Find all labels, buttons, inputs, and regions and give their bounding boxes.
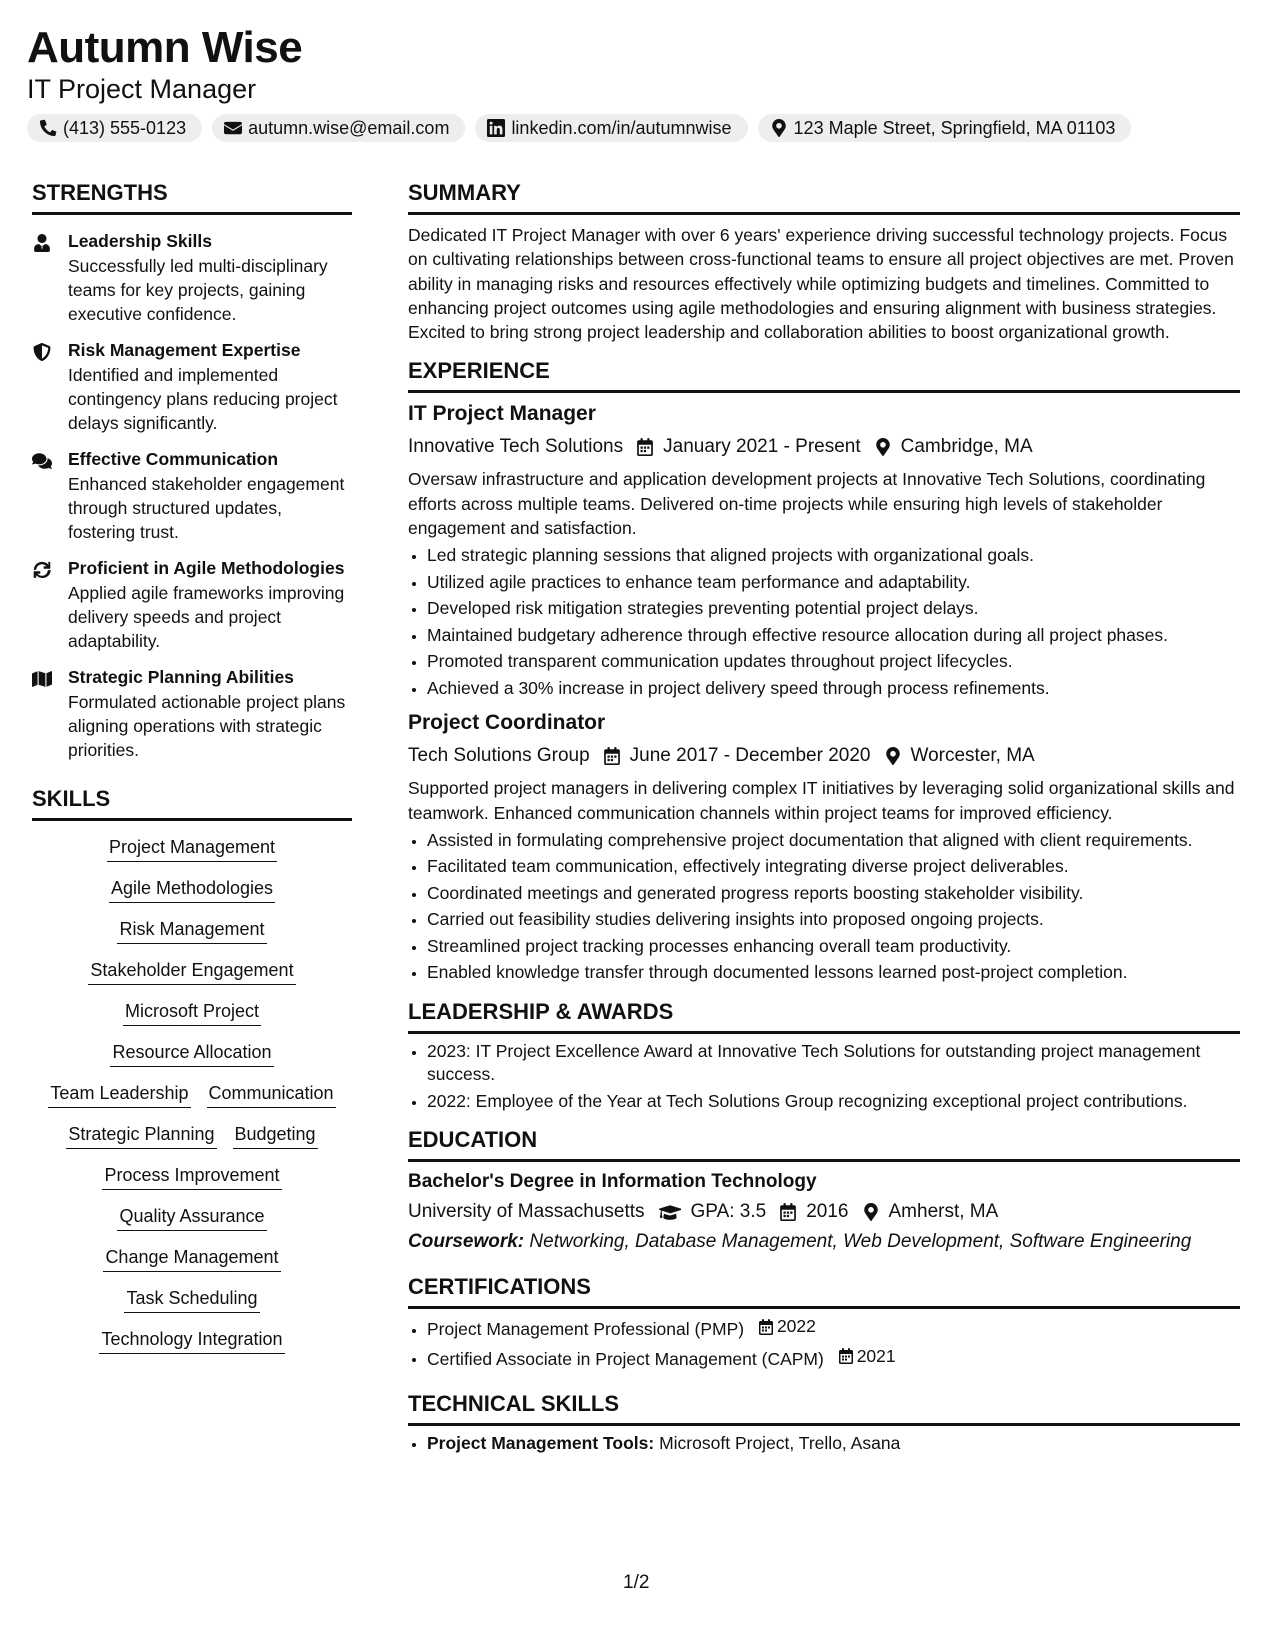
list-item: • Achieved a 30% increase in project delivery speed through process refinements. [427, 677, 1240, 701]
skill-row [32, 1081, 352, 1108]
strength-item [32, 449, 352, 544]
candidate-name: Autumn Wise [27, 23, 303, 72]
coursework-text: Networking, Database Management, Web Development, Software Engineering [529, 1231, 1192, 1253]
map-icon [32, 670, 52, 688]
skill-tag: Stakeholder Engagement [88, 958, 295, 985]
certifications-list [408, 1315, 1240, 1371]
skill-row [32, 917, 352, 944]
calendar-icon [604, 747, 620, 765]
education-heading: EDUCATION [408, 1127, 1240, 1162]
job-description: Supported project managers in delivering complex IT initiatives by leveraging solid organizational skills and teamwork. Enhanced communication channels within project teams for improved efficiency. [408, 778, 1235, 823]
skill-tag: Budgeting [233, 1122, 318, 1149]
skill-tag: Microsoft Project [123, 999, 261, 1026]
calendar-icon [839, 1348, 853, 1364]
page-number: 1/2 [623, 1572, 650, 1593]
skill-tag: Communication [207, 1081, 336, 1108]
degree-title: Bachelor's Degree in Information Technology [408, 1171, 817, 1193]
technical-skills-section [408, 1391, 1240, 1456]
skill-row [32, 1163, 352, 1190]
calendar-icon [780, 1203, 796, 1221]
skill-row [32, 1327, 352, 1354]
location-icon [875, 438, 891, 456]
tech-skill-value: Microsoft Project, Trello, Asana [659, 1432, 901, 1453]
sync-icon [32, 561, 52, 579]
calendar-icon [637, 438, 653, 456]
graduation-year: 2016 [806, 1201, 849, 1223]
email-icon [224, 119, 242, 137]
strength-title: Strategic Planning Abilities [68, 667, 294, 687]
skill-row [32, 1040, 352, 1067]
contact-text: 123 Maple Street, Springfield, MA 01103 [793, 117, 1116, 138]
education-section [408, 1127, 1240, 1254]
job-dates: June 2017 - December 2020 [629, 745, 871, 767]
graduation-cap-icon [659, 1203, 681, 1221]
list-item: • Promoted transparent communication updates throughout project lifecycles. [427, 650, 1240, 674]
coursework [408, 1230, 1240, 1254]
strength-desc: Formulated actionable project plans aligning operations with strategic priorities. [68, 692, 346, 760]
skill-tag: Task Scheduling [124, 1286, 259, 1313]
job-entry [408, 401, 1240, 700]
strength-title: Effective Communication [68, 449, 279, 469]
cert-name: Project Management Professional (PMP) [427, 1319, 745, 1340]
right-column [408, 180, 1240, 1455]
strengths-heading: STRENGTHS [32, 180, 352, 215]
location-icon [863, 1203, 879, 1221]
certifications-heading: CERTIFICATIONS [408, 1274, 1240, 1309]
shield-icon [32, 343, 52, 361]
contact-text: (413) 555-0123 [63, 117, 187, 138]
list-item: • 2022: Employee of the Year at Tech Solutions Group recognizing exceptional project contributions. [427, 1090, 1240, 1114]
skill-tag: Strategic Planning [66, 1122, 216, 1149]
skill-tag: Technology Integration [99, 1327, 284, 1354]
list-item: • Coordinated meetings and generated progress reports boosting stakeholder visibility. [427, 882, 1240, 906]
list-item: • Facilitated team communication, effectively integrating diverse project deliverables. [427, 855, 1240, 879]
coursework-label: Coursework: [408, 1231, 525, 1253]
list-item [427, 1315, 1240, 1341]
contact-phone[interactable] [27, 114, 202, 142]
strength-item [32, 231, 352, 326]
education-meta [408, 1200, 1240, 1224]
cert-name: Certified Associate in Project Management (CAPM) [427, 1348, 824, 1369]
school-name: University of Massachusetts [408, 1201, 645, 1223]
job-location: Worcester, MA [910, 745, 1035, 767]
skill-row [32, 1204, 352, 1231]
skill-tag: Project Management [107, 835, 277, 862]
contact-text: autumn.wise@email.com [248, 117, 450, 138]
phone-icon [39, 119, 57, 137]
job-bullets [408, 829, 1240, 985]
cert-year: 2021 [856, 1345, 896, 1366]
tech-skill-label: Project Management Tools: [427, 1432, 655, 1453]
job-meta [408, 744, 1240, 768]
strength-desc: Enhanced stakeholder engagement through structured updates, fostering trust. [68, 474, 345, 542]
company-name: Tech Solutions Group [408, 745, 590, 767]
gpa: GPA: 3.5 [690, 1201, 767, 1223]
strength-desc: Identified and implemented contingency plans reducing project delays significantly. [68, 365, 338, 433]
skill-tag: Change Management [103, 1245, 280, 1272]
list-item [427, 1345, 1240, 1371]
list-item [427, 1432, 1240, 1456]
strength-desc: Applied agile frameworks improving delivery speeds and project adaptability. [68, 583, 345, 651]
skill-row [32, 958, 352, 985]
job-title: Project Coordinator [408, 711, 606, 735]
strength-title: Risk Management Expertise [68, 340, 301, 360]
education-location: Amherst, MA [888, 1201, 999, 1223]
skill-tag: Team Leadership [48, 1081, 190, 1108]
skill-row [32, 876, 352, 903]
experience-section [408, 358, 1240, 984]
certifications-section [408, 1274, 1240, 1371]
list-item: • Maintained budgetary adherence through effective resource allocation during all project phases. [427, 624, 1240, 648]
summary-heading: SUMMARY [408, 180, 1240, 215]
cert-year: 2022 [776, 1316, 816, 1337]
skill-tag: Agile Methodologies [109, 876, 275, 903]
skill-tag: Resource Allocation [110, 1040, 273, 1067]
awards-heading: LEADERSHIP & AWARDS [408, 999, 1240, 1034]
skill-tag: Process Improvement [102, 1163, 281, 1190]
skill-row [32, 835, 352, 862]
job-bullets [408, 544, 1240, 700]
skill-tag: Risk Management [117, 917, 266, 944]
list-item: • Streamlined project tracking processes enhancing overall team productivity. [427, 935, 1240, 959]
contact-bar [27, 114, 1131, 142]
contact-email[interactable] [212, 114, 465, 142]
awards-section [408, 999, 1240, 1114]
list-item: • Assisted in formulating comprehensive project documentation that aligned with client requirements. [427, 829, 1240, 853]
user-tie-icon [32, 234, 52, 252]
company-name: Innovative Tech Solutions [408, 436, 624, 458]
skill-row [32, 1245, 352, 1272]
comments-icon [32, 452, 52, 470]
strength-item [32, 340, 352, 435]
list-item: • Developed risk mitigation strategies preventing potential project delays. [427, 597, 1240, 621]
technical-skills-list [408, 1432, 1240, 1456]
job-title: IT Project Manager [408, 402, 596, 426]
contact-linkedin[interactable] [475, 114, 747, 142]
strength-title: Leadership Skills [68, 231, 212, 251]
strength-title: Proficient in Agile Methodologies [68, 558, 345, 578]
strength-item [32, 667, 352, 762]
awards-list [408, 1040, 1240, 1114]
candidate-title: IT Project Manager [27, 74, 257, 104]
job-dates: January 2021 - Present [663, 436, 861, 458]
skill-row [32, 1286, 352, 1313]
list-item: • Led strategic planning sessions that aligned projects with organizational goals. [427, 544, 1240, 568]
location-icon [885, 747, 901, 765]
list-item: • Enabled knowledge transfer through documented lessons learned post-project completion. [427, 961, 1240, 985]
left-column [32, 180, 352, 1354]
skill-row [32, 1122, 352, 1149]
strength-desc: Successfully led multi-disciplinary teams for key projects, gaining executive confidence. [68, 256, 328, 324]
job-entry [408, 710, 1240, 985]
job-description: Oversaw infrastructure and application development projects at Innovative Tech Solutions, coordinating efforts across multiple teams. Delivered on-time projects while ensuring high levels of stakeholder engagement and satisfaction. [408, 469, 1206, 539]
skills-list [32, 835, 352, 1354]
linkedin-icon [487, 119, 505, 137]
location-icon [770, 119, 788, 137]
contact-text: linkedin.com/in/autumnwise [511, 117, 732, 138]
summary-section [408, 180, 1240, 344]
job-location: Cambridge, MA [900, 436, 1033, 458]
contact-address[interactable] [758, 114, 1132, 142]
list-item: • Utilized agile practices to enhance team performance and adaptability. [427, 571, 1240, 595]
strength-item [32, 558, 352, 653]
skill-tag: Quality Assurance [117, 1204, 266, 1231]
job-meta [408, 435, 1240, 459]
skill-row [32, 999, 352, 1026]
skills-heading: SKILLS [32, 786, 352, 821]
summary-text: Dedicated IT Project Manager with over 6 years' experience driving successful technology projects. Focus on cultivating relationships between cross-functional teams to ensure all project objectives are met. Proven ability in managing risks and resources effectively while optimizing budgets and timelines. Committed to enhancing project outcomes using agile methodologies and ensuring alignment with business strategies. Excited to bring strong project leadership and collaboration abilities to boost organizational growth. [408, 225, 1234, 343]
experience-heading: EXPERIENCE [408, 358, 1240, 393]
technical-skills-heading: TECHNICAL SKILLS [408, 1391, 1240, 1426]
list-item: • 2023: IT Project Excellence Award at Innovative Tech Solutions for outstanding project management success. [427, 1040, 1240, 1087]
list-item: • Carried out feasibility studies delivering insights into proposed ongoing projects. [427, 908, 1240, 932]
calendar-icon [759, 1319, 773, 1335]
